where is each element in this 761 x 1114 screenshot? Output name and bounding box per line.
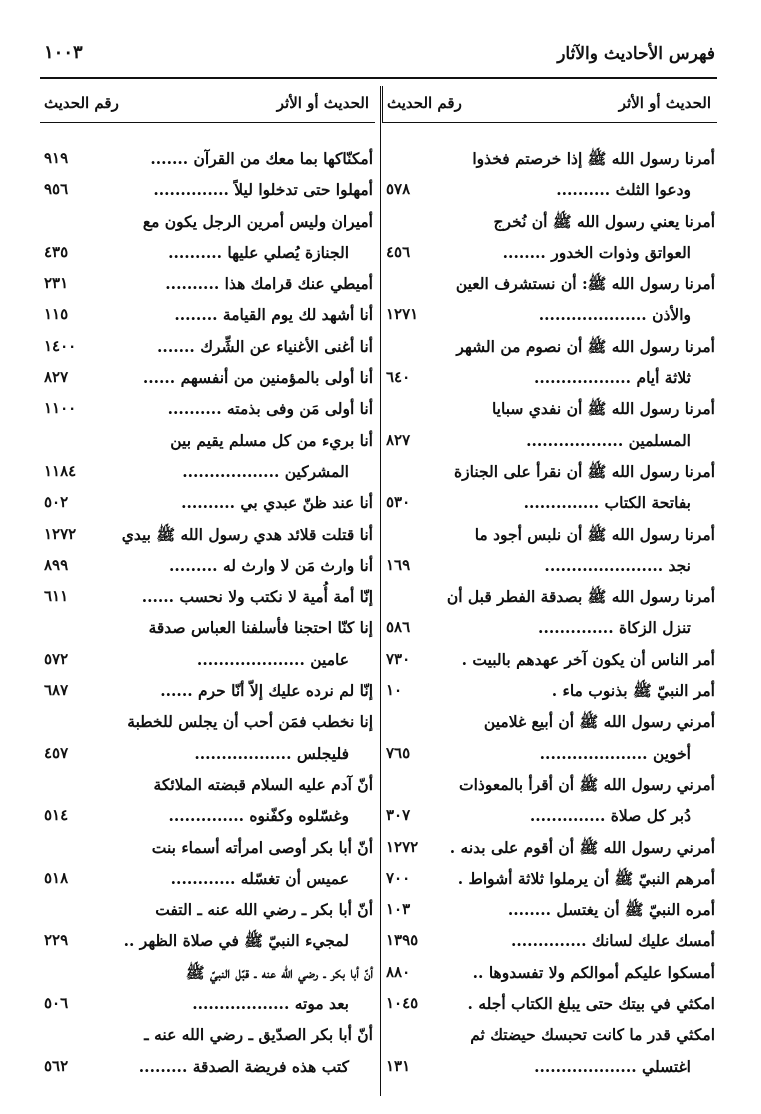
entry-text: أمرنا رسول الله ﷺ أن نصوم من الشهر: [456, 336, 715, 356]
entry-text: ثلاثة أيام ..................: [533, 368, 691, 388]
index-entry-row: [382, 989, 717, 1020]
entry-text: أمرنا رسول الله ﷺ إذا خرصتم فخذوا: [472, 149, 715, 168]
entry-text: إنّا أمة أُمية لا نكتب ولا نحسب ......: [141, 587, 373, 607]
index-entry-row: [40, 300, 375, 331]
index-entry-row: [382, 238, 717, 269]
index-entry-row: [382, 520, 717, 551]
entry-text: كتب هذه فريضة الصدقة .........: [138, 1056, 349, 1076]
index-entry-row: [40, 833, 375, 864]
index-entry-row: [40, 394, 375, 425]
entry-text: إنّا لم نرده عليك إلاّ أنّا حرم ......: [160, 681, 373, 701]
entry-text: أمرنا رسول الله ﷺ: أن نستشرف العين: [455, 274, 715, 294]
entry-number: ٨٢٧: [386, 430, 411, 449]
entry-text: أمر النبيّ ﷺ بذنوب ماء .: [551, 681, 715, 701]
index-entry-row: [382, 426, 717, 457]
entry-number: ٥٣٠: [386, 493, 411, 512]
entry-number: ١١٨٤: [44, 461, 77, 480]
index-entry-row: [40, 582, 375, 613]
index-entry-row: [382, 207, 717, 238]
index-entry-row: [40, 645, 375, 676]
index-entry-row: [40, 801, 375, 832]
index-entry-row: [382, 457, 717, 488]
entry-text: أنا أولى مَن وفى بذمته ..........: [167, 399, 373, 419]
index-entry-row: [40, 332, 375, 363]
entry-text: تنزل الزكاة ..............: [538, 618, 691, 638]
index-entry-row: [40, 864, 375, 895]
entry-text: نجد ......................: [544, 555, 691, 575]
entry-text: أنّ أبا بكر أوصى امرأته أسماء بنت: [151, 837, 373, 857]
index-entry-row: [382, 613, 717, 644]
entry-number: ٦٤٠: [386, 368, 411, 387]
header-rule: [40, 77, 717, 79]
entry-number: ٢٢٩: [44, 931, 69, 950]
index-entry-row: [40, 426, 375, 457]
entry-text: أمر الناس أن يكون آخر عهدهم بالبيت .: [461, 649, 715, 669]
index-entry-row: [40, 895, 375, 926]
index-entry-row: [40, 551, 375, 582]
entry-number: ٥٠٦: [44, 994, 69, 1013]
index-entry-row: [382, 770, 717, 801]
entry-text: أمكنّاكها بما معك من القرآن .......: [150, 149, 373, 168]
entry-number: ٥٦٢: [44, 1056, 69, 1075]
index-entry-row: [40, 989, 375, 1020]
entry-text: إنا كنّا احتجنا فأسلفنا العباس صدقة: [148, 618, 373, 638]
entry-number: ٥٨٦: [386, 618, 411, 637]
entry-text: أمرني رسول الله ﷺ أن أقوم على بدنه .: [449, 837, 715, 857]
entry-text: بعد موته ..................: [192, 994, 349, 1014]
page-title: فهرس الأحاديث والآثار: [557, 44, 715, 64]
entry-text: فليجلس ..................: [194, 743, 349, 763]
index-entry-row: [382, 175, 717, 206]
entry-number: ٨٨٠: [386, 962, 411, 981]
index-entry-row: [382, 833, 717, 864]
index-entry-row: [40, 770, 375, 801]
index-entry-row: [40, 144, 375, 175]
entry-text: أنا عند ظنّ عبدي بي ..........: [181, 493, 373, 513]
column-header-text: الحديث أو الأثر: [618, 94, 711, 112]
entry-number: ٤٣٥: [44, 242, 69, 261]
index-entry-row: [382, 801, 717, 832]
index-entry-row: [40, 269, 375, 300]
left-column: [40, 86, 375, 1096]
index-entry-row: [382, 363, 717, 394]
entry-text: إنا نخطب فمَن أحب أن يجلس للخطبة: [127, 712, 373, 732]
column-header-number: رقم الحديث: [387, 94, 462, 112]
entry-number: ٥١٤: [44, 806, 69, 825]
entry-number: ٥٧٨: [386, 180, 411, 199]
entry-number: ٨٩٩: [44, 555, 69, 574]
index-entry-row: [40, 238, 375, 269]
index-entry-row: [382, 926, 717, 957]
index-entry-row: [382, 1052, 717, 1083]
entry-list: [40, 144, 375, 1083]
entry-text: أنّ أبا بكر الصدّيق ـ رضي الله عنه ـ: [144, 1025, 373, 1045]
entry-number: ٤٥٦: [386, 242, 411, 261]
entry-number: ١٢٧١: [386, 305, 419, 324]
entry-number: ١١٥: [44, 305, 69, 324]
index-entry-row: [382, 269, 717, 300]
index-entry-row: [40, 520, 375, 551]
entry-number: ٥١٨: [44, 868, 69, 887]
column-divider: [380, 86, 381, 1096]
entry-number: ١٤٠٠: [44, 336, 77, 355]
column-header: [40, 86, 375, 123]
entry-text: أنا أشهد لك يوم القيامة ........: [174, 305, 373, 325]
entry-text: أنّ أبا بكر ـ رضي الله عنه ـ قبّل النبيّ ﷺ: [185, 962, 373, 982]
entry-number: ١٦٩: [386, 555, 411, 574]
entry-number: ١٠: [386, 681, 403, 700]
entry-text: العواتق وذوات الخدور ........: [502, 242, 691, 262]
entry-text: المشركين ..................: [182, 461, 349, 481]
entry-text: لمجيء النبيّ ﷺ في صلاة الظهر ..: [123, 931, 349, 951]
entry-number: ٦١١: [44, 587, 69, 606]
page-number: ١٠٠٣: [44, 42, 83, 63]
index-entry-row: [382, 551, 717, 582]
entry-text: بفاتحة الكتاب ..............: [523, 493, 691, 513]
entry-text: أنا قتلت قلائد هدي رسول الله ﷺ بيدي: [121, 524, 373, 544]
entry-text: أمره النبيّ ﷺ أن يغتسل ........: [507, 900, 715, 920]
entry-text: عامين ....................: [196, 649, 349, 669]
entry-number: ١٠٣: [386, 900, 411, 919]
entry-text: أميطي عنك قرامك هذا ..........: [165, 274, 373, 294]
entry-text: أمهلوا حتى تدخلوا ليلاً ..............: [153, 180, 373, 200]
entry-text: أمرني رسول الله ﷺ أن أقرأ بالمعوذات: [459, 774, 715, 794]
index-entry-row: [382, 332, 717, 363]
entry-text: أمسكوا عليكم أموالكم ولا تفسدوها ..: [472, 962, 715, 982]
entry-text: وغسّلوه وكفّنوه ..............: [168, 806, 349, 826]
index-entry-row: [382, 144, 717, 175]
entry-text: أمرني رسول الله ﷺ أن أبيع غلامين: [483, 712, 715, 732]
entry-text: الجنازة يُصلي عليها ..........: [168, 242, 349, 262]
entry-text: أنا وارث مَن لا وارث له .........: [169, 555, 373, 575]
index-entry-row: [382, 864, 717, 895]
entry-text: أنا أولى بالمؤمنين من أنفسهم ......: [142, 368, 373, 388]
entry-number: ١٠٤٥: [386, 994, 419, 1013]
index-entry-row: [382, 676, 717, 707]
entry-number: ٧٣٠: [386, 649, 411, 668]
entry-text: أمرنا رسول الله ﷺ أن نفدي سبايا: [491, 399, 715, 419]
entry-text: أنّ أبا بكر ـ رضي الله عنه ـ التفت: [155, 900, 373, 920]
entry-number: ٣٠٧: [386, 806, 411, 825]
entry-text: أنّ آدم عليه السلام قبضته الملائكة: [153, 774, 373, 794]
column-header-number: رقم الحديث: [44, 94, 119, 112]
entry-text: أمرنا رسول الله ﷺ أن نقرأ على الجنازة: [454, 461, 715, 481]
entry-text: أنا بريء من كل مسلم يقيم بين: [170, 430, 373, 450]
index-entry-row: [40, 1020, 375, 1051]
index-entry-row: [40, 1052, 375, 1083]
entry-number: ١٣١: [386, 1056, 411, 1075]
entry-text: ودعوا الثلث ..........: [556, 180, 691, 200]
entry-text: أمرنا رسول الله ﷺ بصدقة الفطر قبل أن: [446, 587, 715, 607]
entry-number: ١٣٩٥: [386, 931, 419, 950]
right-column: [382, 86, 717, 1096]
entry-list: [382, 144, 717, 1083]
index-entry-row: [40, 363, 375, 394]
entry-number: ١٢٧٢: [44, 524, 77, 543]
column-header-text: الحديث أو الأثر: [276, 94, 369, 112]
entry-text: أخوين ....................: [539, 743, 691, 763]
index-entry-row: [382, 958, 717, 989]
index-entry-row: [382, 707, 717, 738]
entry-number: ١٢٧٢: [386, 837, 419, 856]
index-entry-row: [382, 645, 717, 676]
index-entry-row: [382, 1020, 717, 1051]
entry-text: أمرنا يعني رسول الله ﷺ أن نُخرج: [493, 211, 715, 231]
entry-number: ١١٠٠: [44, 399, 77, 418]
entry-number: ٩١٩: [44, 149, 69, 167]
entry-text: عميس أن تغسّله ............: [170, 868, 349, 888]
index-entry-row: [40, 207, 375, 238]
entry-text: دُبر كل صلاة ..............: [529, 806, 691, 826]
index-entry-row: [40, 676, 375, 707]
index-entry-row: [382, 394, 717, 425]
index-entry-row: [382, 488, 717, 519]
entry-text: أمسك عليك لسانك ..............: [510, 931, 715, 951]
index-entry-row: [382, 895, 717, 926]
entry-number: ٨٢٧: [44, 368, 69, 387]
entry-number: ٥٧٢: [44, 649, 69, 668]
entry-number: ٤٥٧: [44, 743, 69, 762]
index-entry-row: [40, 457, 375, 488]
entry-text: اغتسلي ...................: [534, 1056, 691, 1076]
entry-text: والأذن ....................: [538, 305, 691, 325]
column-header: [382, 86, 717, 123]
entry-text: أمرهم النبيّ ﷺ أن يرملوا ثلاثة أشواط .: [457, 868, 715, 888]
index-entry-row: [40, 613, 375, 644]
entry-number: ٦٨٧: [44, 681, 69, 700]
index-entry-row: [382, 582, 717, 613]
entry-text: أميران وليس أمرين الرجل يكون مع: [142, 211, 373, 231]
index-entry-row: [40, 739, 375, 770]
entry-number: ٧٦٥: [386, 743, 411, 762]
entry-number: ٢٣١: [44, 274, 69, 293]
entry-text: امكثي قدر ما كانت تحبسك حيضتك ثم: [470, 1025, 715, 1045]
entry-text: امكثي في بيتك حتى يبلغ الكتاب أجله .: [467, 994, 715, 1014]
index-entry-row: [40, 175, 375, 206]
entry-text: أنا أغنى الأغنياء عن الشِّرك .......: [157, 336, 373, 356]
page-header: [0, 0, 761, 80]
index-entry-row: [382, 739, 717, 770]
index-entry-row: [40, 707, 375, 738]
entry-text: المسلمين ..................: [526, 430, 691, 450]
index-entry-row: [382, 300, 717, 331]
index-entry-row: [40, 488, 375, 519]
entry-number: ٧٠٠: [386, 868, 411, 887]
entry-number: ٩٥٦: [44, 180, 69, 199]
entry-number: ٥٠٢: [44, 493, 69, 512]
index-entry-row: [40, 926, 375, 957]
entry-text: أمرنا رسول الله ﷺ أن نلبس أجود ما: [474, 524, 715, 544]
index-entry-row: [40, 958, 375, 989]
